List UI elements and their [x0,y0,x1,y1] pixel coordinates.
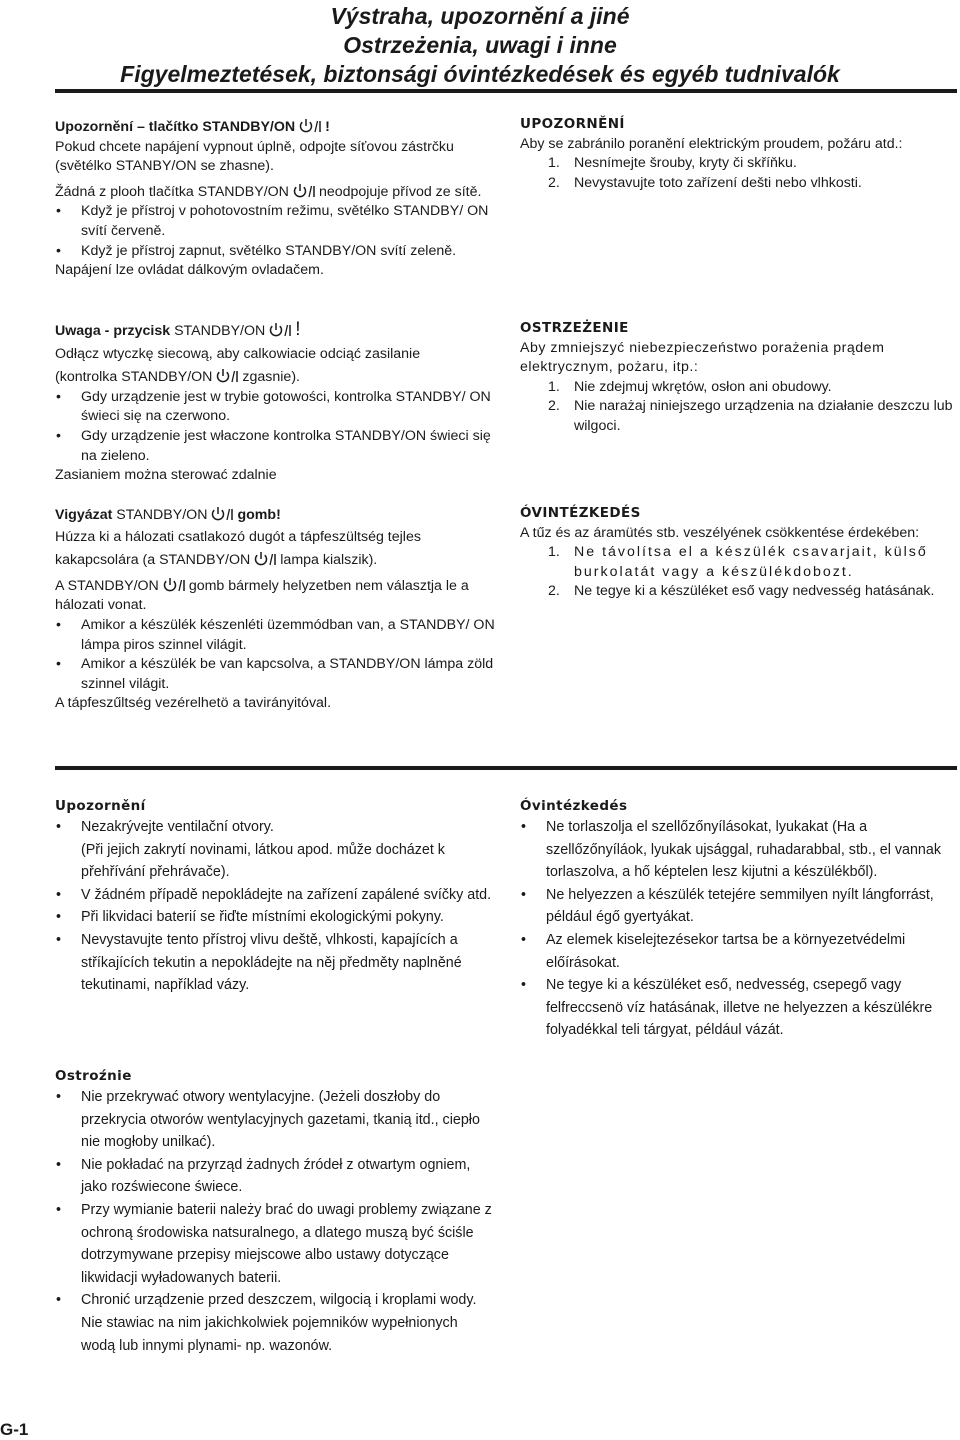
list-item: • Amikor a készülék be van kapcsolva, a STANDBY/ON lámpa zöld szinnel világit. [55,655,495,694]
standby-power-icon [253,551,277,567]
pl-standby-line3: Zasianiem można sterować zdalnie [55,467,277,484]
cz-standby-section: Upozornění – tlačítko STANDBY/ON ! Pokud chcete napájení vypnout úplně, odpojte síťovou zástrčku (světélko STANBY/ON se zhasne). Žádná z plooh tlačítka STANDBY/ON neodpojuje přívod ze sítě. • Když je přístroj v pohotovostním režimu, světélko STANDBY/ ON svítí červeně. • Když je přístroj zapnut, světélko STANDBY/ON svítí zeleně. Napájení lze ovládat dálkovým ovladačem. [55,118,495,281]
cz-warning-title: UPOZORNĚNÍ [520,116,625,132]
page-number: G-1 [0,1420,29,1439]
hu-standby-line1: Húzza ki a hálozati csatlakozó dugót a tápfeszültség tejles [55,528,421,545]
pl-standby-section: Uwaga - przycisk STANDBY/ON ! Odłącz wtyczkę siecową, aby calkowiacie odciąć zasilanie (kontrolka STANDBY/ON zgasnie). • Gdy urządzenie jest w trybie gotowości, kontrolka STANDBY/ ON świeci się na czerwono. • Gdy urządzenie jest właczone kontrolka STANDBY/ON świeci się na zieleno. Zasianiem można sterować zdalnie [55,320,495,486]
list-item: 2. Ne tegye ki a készüléket eső vagy nedvesség hatásának. [548,583,935,600]
list-item: • Gdy urządzenie jest w trybie gotowości, kontrolka STANDBY/ ON świeci się na czerwono. [55,388,495,427]
list-item: • Nie pokładać na przyrząd żadnych źródeł z otwartym ogniem, jako rozświecone świece. [55,1154,495,1199]
cz-standby-title: Upozornění – tlačítko STANDBY/ON [55,119,296,135]
standby-power-icon [292,183,316,199]
list-item: • Ne tegye ki a készüléket eső, nedvesség, csepegő vagy felfreccsenö víz hatásának, illetve ne helyezzen a készülékre folyadékkal teli tárgyat, például vázát. [520,974,960,1042]
list-item: • Przy wymianie baterii należy brać do uwagi problemy związane z ochroną środowiska natsuralnego, a dlatego muszą być ściśle dotrzymywane przepisy miejscowe albo ustawy dotyczące likwidacji wyładowanych baterii. [55,1199,495,1289]
list-item: • Když je přístroj zapnut, světélko STANDBY/ON svítí zeleně. [55,242,495,262]
cz-caution-note: (Při jejich zakrytí novinami, látkou apod. může docházet k přehřívání přehrávače). [81,841,445,881]
list-item: • Když je přístroj v pohotovostním režimu, světélko STANDBY/ ON svítí červeně. [55,202,495,241]
pl-standby-title: Uwaga - przycisk [55,323,171,339]
section-rule [55,766,957,770]
pl-caution-section [55,1066,495,1357]
hu-caution-title: Óvintézkedés [520,798,628,814]
list-item: • Nie przekrywać otwory wentylacyjne. (Jeżeli doszłoby do przekrycia otworów wentylacyjnych gazetami, tkanią itd., ciepło nie mogłoby unilkać). [55,1086,495,1154]
standby-power-icon [162,577,186,593]
standby-power-icon [215,368,239,384]
hu-warning-title: ÓVINTÉZKEDÉS [520,505,641,521]
cz-caution-title: Upozornění [55,798,146,814]
hu-warning-section [520,504,960,602]
cz-standby-line1: Pokud chcete napájení vypnout úplně, odpojte síťovou zástrčku (světélko STANBY/ON se zhasne). [55,138,454,175]
list-item: 1. Ne távolítsa el a készülék csavarjait, külső burkolatát vagy a készülékdobozt. [548,544,928,580]
pl-warning-title: OSTRZEŻENIE [520,320,629,336]
list-item: 1. Nesnímejte šrouby, kryty či skříňku. [548,155,797,172]
standby-power-icon [268,322,292,338]
list-item: • Gdy urządzenie jest właczone kontrolka STANDBY/ON świeci się na zieleno. [55,427,495,466]
list-item: • Chronić urządzenie przed deszczem, wilgocią i kroplami wody. Nie stawiac na nim jakichkolwiek pojemników wypełnionych wodą lub innymi plynami- np. wazonów. [55,1289,495,1357]
list-item: • Nezakrývejte ventilační otvory. [55,816,495,839]
list-item: • V žádném případě nepokládejte na zařízení zapálené svíčky atd. [55,884,495,907]
hu-caution-section [520,796,960,1042]
title-hungarian: Figyelmeztetések, biztonsági óvintézkedések és egyéb tudnivalók [120,61,840,87]
standby-power-icon [210,506,234,522]
pl-standby-line1: Odłącz wtyczkę siecową, aby calkowiacie odciąć zasilanie [55,345,421,362]
list-item: • Při likvidaci baterií se řiďte místními ekologickými pokyny. [55,906,495,929]
pl-caution-title: Ostroźnie [55,1068,132,1084]
list-item: 1. Nie zdejmuj wkrętów, osłon ani obudowy. [548,378,832,395]
hu-warning-intro: A tűz és az áramütés stb. veszélyének csökkentése érdekében: [520,524,920,541]
hu-standby-title: Vigyázat [55,507,113,523]
list-item: • Amikor a készülék készenléti üzemmódban van, a STANDBY/ ON lámpa piros szinnel világit. [55,616,495,655]
list-item: • Az elemek kiselejtezésekor tartsa be a környezetvédelmi előírásokat. [520,929,960,974]
list-item: • Ne torlaszolja el szellőzőnyílásokat, lyukakat (Ha a szellőzőnyíláok, lyukak ujsággal, ruhadarabbal, stb., el vannak torlaszolva, a hő képtelen lesz kijutni a készülékből). [520,816,960,884]
pl-warning-intro: Aby zmniejszyć niebezpieczeństwo porażenia prądem elektrycznym, pożaru, itp.: [520,339,885,376]
list-item: 2. Nie narażaj niniejszego urządzenia na działanie deszczu lub wilgoci. [548,398,953,434]
list-item: • Ne helyezzen a készülék tetejére semmilyen nyílt lángforrást, például égő gyertyákat. [520,884,960,929]
title-czech: Výstraha, upozornění a jiné [330,3,630,29]
cz-standby-line3: Napájení lze ovládat dálkovým ovladačem. [55,262,324,279]
cz-warning-intro: Aby se zabránilo poranění elektrickým proudem, požáru atd.: [520,135,903,152]
header-rule [55,89,957,93]
cz-warning-section [520,115,960,193]
list-item: • Nevystavujte tento přístroj vlivu deště, vlhkosti, kapajících a stříkajících tekutin a nepokládejte na něj předměty naplněné tekutinami, například vázy. [55,929,495,997]
pl-warning-section [520,319,958,437]
title-polish: Ostrzeżenia, uwagi i inne [343,32,617,58]
list-item: 2. Nevystavujte toto zařízení dešti nebo vlhkosti. [548,174,862,191]
hu-standby-section: Vigyázat STANDBY/ON gomb! Húzza ki a hálozati csatlakozó dugót a tápfeszültség tejles kakapcsolára (a STANDBY/ON lampa kialszik). A STANDBY/ON gomb bármely helyzetben nem választja le a hálozati vonat. • Amikor a készülék készenléti üzemmódban van, a STANDBY/ ON lámpa piros szinnel világit. • Amikor a készülék be van kapcsolva, a STANDBY/ON lámpa zöld szinnel világit. A tápfeszűltség vezérelhetö a tavirányitóval. [55,506,495,714]
cz-caution-section [55,796,495,997]
standby-power-icon [298,118,322,134]
hu-standby-line4: A tápfeszűltség vezérelhetö a tavirányitóval. [55,695,332,712]
